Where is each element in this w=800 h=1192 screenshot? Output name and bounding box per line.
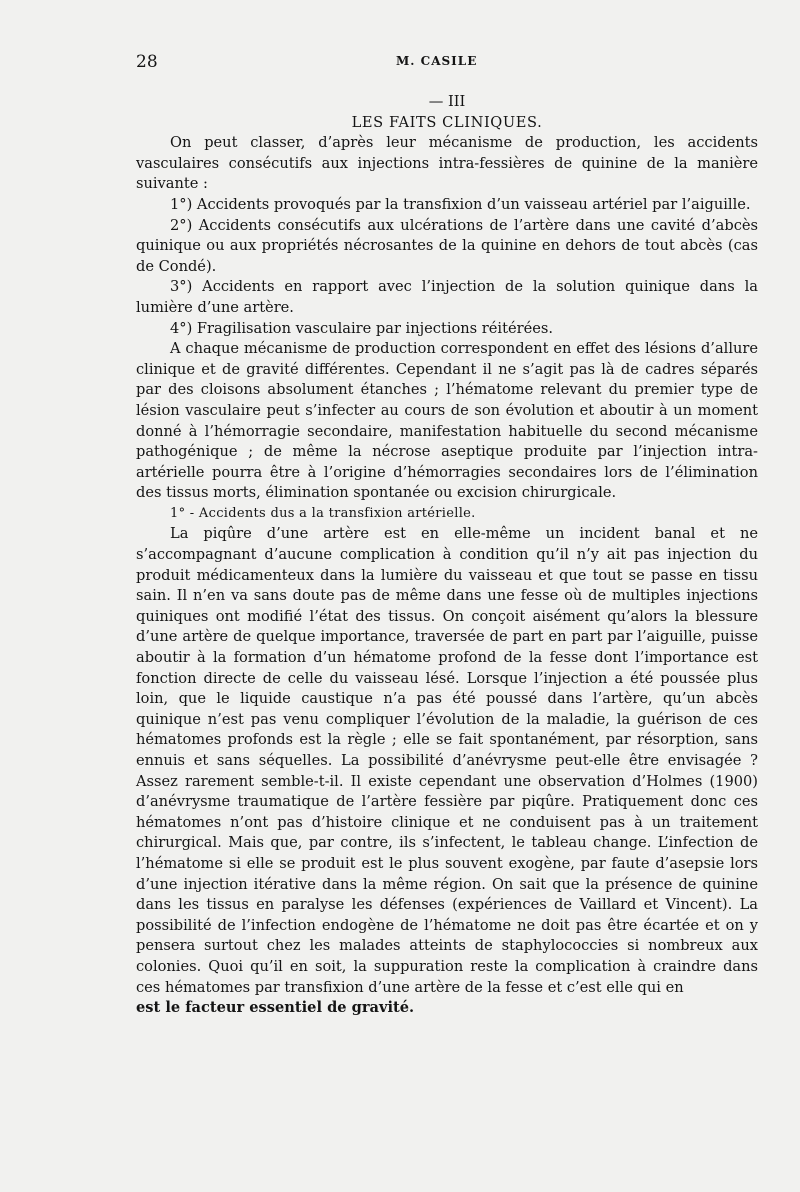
paragraph-last-line: est le facteur essentiel de gravité. [136,999,415,1017]
paragraph-intro: On peut classer, d’après leur mécanisme de production, les accidents vasculaires consécutifs aux injections intra-fessières de quinine de la manière suivante : [136,134,758,193]
page-number: 28 [136,52,158,72]
chapter-number: — III [428,93,466,110]
paragraph-mechanisms: A chaque mécanisme de production correspondent en effet des lésions d’allure clinique et de gravité différentes. Cependant il ne s’agit pas là de cadres séparés par des cloisons absolument étanches ; l’hématome relevant du premier type de lésion vasculaire peut s’infecter au cours de son évolution et aboutir à un moment donné à l’hémorragie secondaire, manifestation habituelle du second mécanisme pathogénique ; de même la nécrose aseptique produite par l’injection intra-artérielle pourra être à l’origine d’hémorragies secondaires lors de l’élimination des tissus morts, élimination spontanée ou excision chirurgicale. [136,340,758,502]
list-item-4: 4°) Fragilisation vasculaire par injections réitérées. [170,319,553,337]
running-head-author: M. CASILE [396,54,478,68]
paragraph-transfixion: La piqûre d’une artère est en elle-même un incident banal et ne s’accompagnant d’aucune complication à condition qu’il n’y ait pas injection du produit médicamenteux dans la lumière du vaisseau et que tout se passe en tissu sain. Il n’en va sans doute pas de même dans une fesse où de multiples injections quiniques ont modifié l’état des tissus. On conçoit aisément qu’alors la blessure d’une artère de quelque importance, traversée de part en part par l’aiguille, puisse aboutir à la formation d’un hématome profond de la fesse dont l’importance est fonction directe de celle du vaisseau lésé. Lorsque l’injection a été poussée plus loin, que le liquide caustique n’a pas été poussé dans l’artère, qu’un abcès quinique n’est pas venu compliquer l’évolution de la maladie, la guérison de ces hématomes profonds est la règle ; elle se fait spontanément, par résorption, sans ennuis et sans séquelles. La possibilité d’anévrysme peut-elle être envisagée ? Assez rarement semble-t-il. Il existe cependant une observation d’Holmes (1900) d’anévrysme traumatique de l’artère fessière par piqûre. Pratiquement donc ces hématomes n’ont pas d’histoire clinique et ne conduisent pas à un traitement chirurgical. Mais que, par contre, ils s’infectent, le tableau change. L’infection de l’hématome si elle se produit est le plus souvent exogène, par faute d’asepsie lors d’une injection itérative dans la même région. On sait que la présence de quinine dans les tissus en paralyse les défenses (expériences de Vaillard et Vincent). La possibilité de l’infection endogène de l’hématome ne doit pas être écartée et on y pensera surtout chez les malades atteints de staphylococcies si nombreux aux colonies. Quoi qu’il en soit, la suppuration reste la complication à craindre dans ces hématomes par transfixion d’une artère de la fesse et c’est elle qui en [136,525,758,996]
list-item-3: 3°) Accidents en rapport avec l’injection de la solution quinique dans la lumière d’une artère. [136,278,758,316]
list-item-2: 2°) Accidents consécutifs aux ulcérations de l’artère dans une cavité d’abcès quinique ou aux propriétés nécrosantes de la quinine en dehors de tout abcès (cas de Condé). [136,216,758,275]
list-item-1: 1°) Accidents provoqués par la transfixion d’un vaisseau artériel par l’aiguille. [170,195,751,213]
chapter-title: LES FAITS CLINIQUES. [351,113,543,131]
section-heading: 1° - Accidents dus a la transfixion artérielle. [170,505,476,521]
body-text [136,92,758,1019]
running-head [136,52,758,72]
